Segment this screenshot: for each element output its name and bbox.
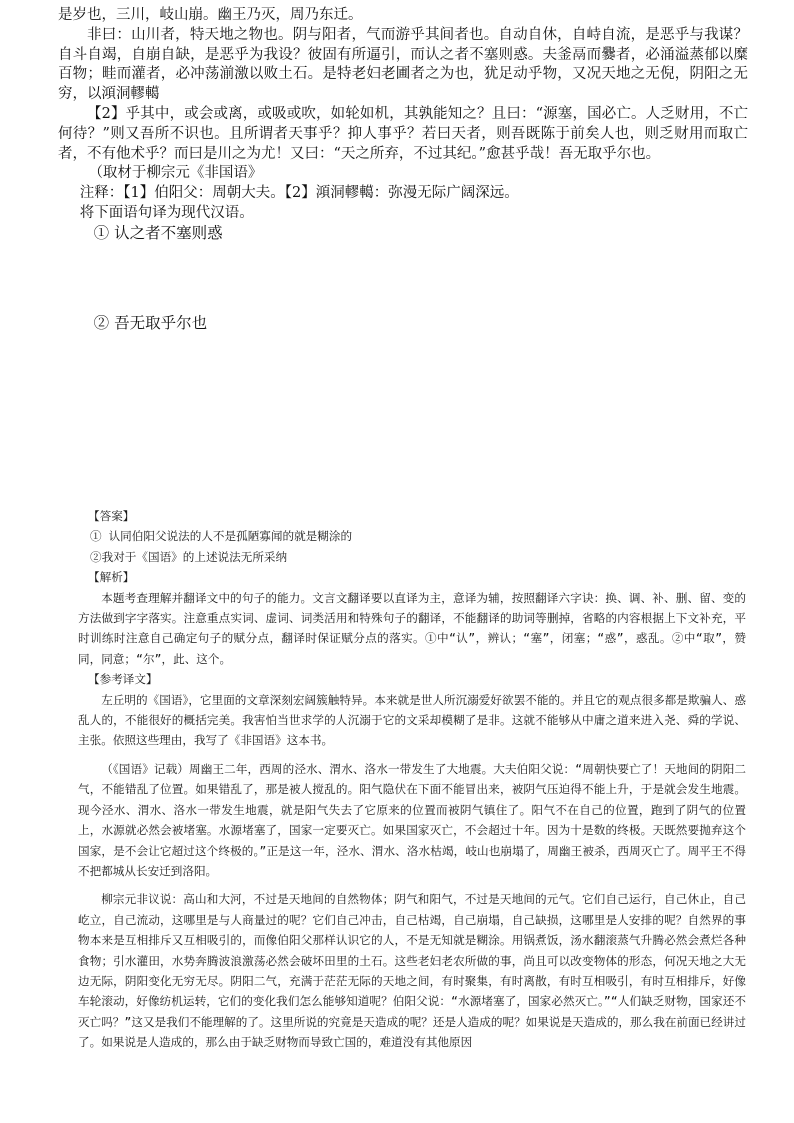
analysis-heading: 【解析】 bbox=[88, 570, 135, 585]
answer-section bbox=[78, 506, 746, 1053]
translation-paragraph: 左丘明的《国语》，它里面的文章深刻宏阔簇触特异。本来就是世人所沉溺爱好欲罢不能的。并且它的观点很多都是欺骗人、惑乱人的，不能很好的概括完美。我害怕当世求学的人沉溺于它的文采却模糊了是非。这就不能够从中庸之道来进入尧、舜的学说、主张。依照这些理由，我写了《非国语》这本书。 bbox=[78, 692, 746, 748]
answer-1: ① 认同伯阳父说法的人不是孤陋寡闻的就是糊涂的 bbox=[90, 529, 353, 544]
question-1: ① 认之者不塞则惑 bbox=[93, 223, 223, 242]
translation-paragraph: 柳宗元非议说：高山和大河，不过是天地间的自然物体；阴气和阳气，不过是天地间的元气。它们自己运行，自己休止，自己屹立，自己流动，这哪里是与人商量过的呢？它们自己冲击，自己枯竭，自己崩塌，自己缺损，这哪里是人安排的呢？自然界的事物本来是互相排斥又互相吸引的，而像伯阳父那样认识它的人，不是无知就是糊涂。用锅煮饭，汤水翻滚蒸气升腾必然会煮烂各种食物；引水灌田，水势奔腾波浪激荡必然会破坏田里的土石。这些老妇老农所做的事，尚且可以改变物体的形态，何况天地之大无边无际，阴阳变化无穷无尽。阴阳二气，充满于茫茫无际的天地之间，有时聚集，有时离散，有时互相吸引，有时互相排斥，好像车轮滚动，好像纺机运转，它们的变化我们怎么能够知道呢？伯阳父说：“水源堵塞了，国家必然灭亡。”“人们缺乏财物，国家还不灭亡吗？”这又是我们不能理解的了。这里所说的究竟是天造成的呢？还是人造成的呢？如果说是天造成的，那么我在前面已经讲过了。如果说是人造成的，那么由于缺乏财物而导致亡国的，难道没有其他原因 bbox=[78, 892, 746, 1050]
translation-heading: 【参考译文】 bbox=[88, 672, 158, 687]
analysis-text: 本题考查理解并翻译文中的句子的能力。文言文翻译要以直译为主，意译为辅，按照翻译六字诀：换、调、补、删、留、变的方法做到字字落实。注意重点实词、虚词、词类活用和特殊句子的翻译，不能翻译的助词等删掉，省略的内容根据上下文补充，平时训练时注意自己确定句子的赋分点，翻译时保证赋分点的落实。①中“认”，辨认；“塞”，闭塞；“惑”，惑乱。②中“取”，赞同，同意；“尔”，此、这个。 bbox=[78, 590, 746, 666]
answer-heading: 【答案】 bbox=[88, 509, 135, 523]
notes-line: 注释：【1】伯阳父：周朝大夫。【2】澒洞轇轕：弥漫无际广阔深远。 bbox=[79, 185, 519, 202]
question-2: ② 吾无取乎尔也 bbox=[93, 313, 208, 332]
translation-paragraph: （《国语》记载）周幽王二年，西周的泾水、渭水、洛水一带发生了大地震。大夫伯阳父说：“周朝快要亡了！天地间的阴阳二气，不能错乱了位置。如果错乱了，那是被人搅乱的。阳气隐伏在下面不能冒出来，被阴气压迫得不能上升，于是就会发生地震。现今泾水、渭水、洛水一带发生地震，就是阳气失去了它原来的位置而被阴气镇住了。阳气不在自己的位置，跑到了阴气的位置上，水源就必然会被堵塞。水源堵塞了，国家一定要灭亡。如果国家灭亡，不会超过十年。因为十是数的终极。天既然要抛弃这个国家，是不会让它超过这个终极的。”正是这一年，泾水、渭水、洛水枯竭，岐山也崩塌了，周幽王被杀，西周灭亡了。周平王不得不把都城从长安迁到洛阳。 bbox=[78, 761, 746, 878]
source-line: （取材于柳宗元《非国语》 bbox=[88, 165, 263, 182]
answer-2: ②我对于《国语》的上述说法无所采纳 bbox=[90, 549, 288, 564]
passage-paragraph: 【2】乎其中，或会或离，或吸或吹，如轮如机，其孰能知之？且曰：“源塞，国必亡。人乏财用，不亡何待？”则又吾所不识也。且所谓者天事乎？抑人事乎？若曰天者，则吾既陈于前矣人也，则乏财用而取亡者，不有他术乎？而曰是川之为尤！又曰：“天之所弃，不过其纪。”愈甚乎哉！吾无取乎尔也。 bbox=[58, 105, 748, 162]
passage-section bbox=[58, 6, 748, 333]
instruction-line: 将下面语句译为现代汉语。 bbox=[79, 204, 254, 221]
passage-line: 是岁也，三川，岐山崩。幽王乃灭，周乃东迁。 bbox=[58, 7, 363, 23]
passage-paragraph: 非曰：山川者，特天地之物也。阴与阳者，气而游乎其间者也。自动自休，自峙自流，是恶乎与我谋？自斗自竭，自崩自缺，是恶乎为我设？彼固有所逼引，而认之者不塞则惑。夫釜鬲而爨者，必涌溢蒸郁以糜百物；畦而灌者，必冲荡湔激以败土石。是特老妇老圃者之为也，犹足动乎物，又况天地之无倪，阴阳之无穷，以澒洞轇轕 bbox=[58, 26, 748, 103]
